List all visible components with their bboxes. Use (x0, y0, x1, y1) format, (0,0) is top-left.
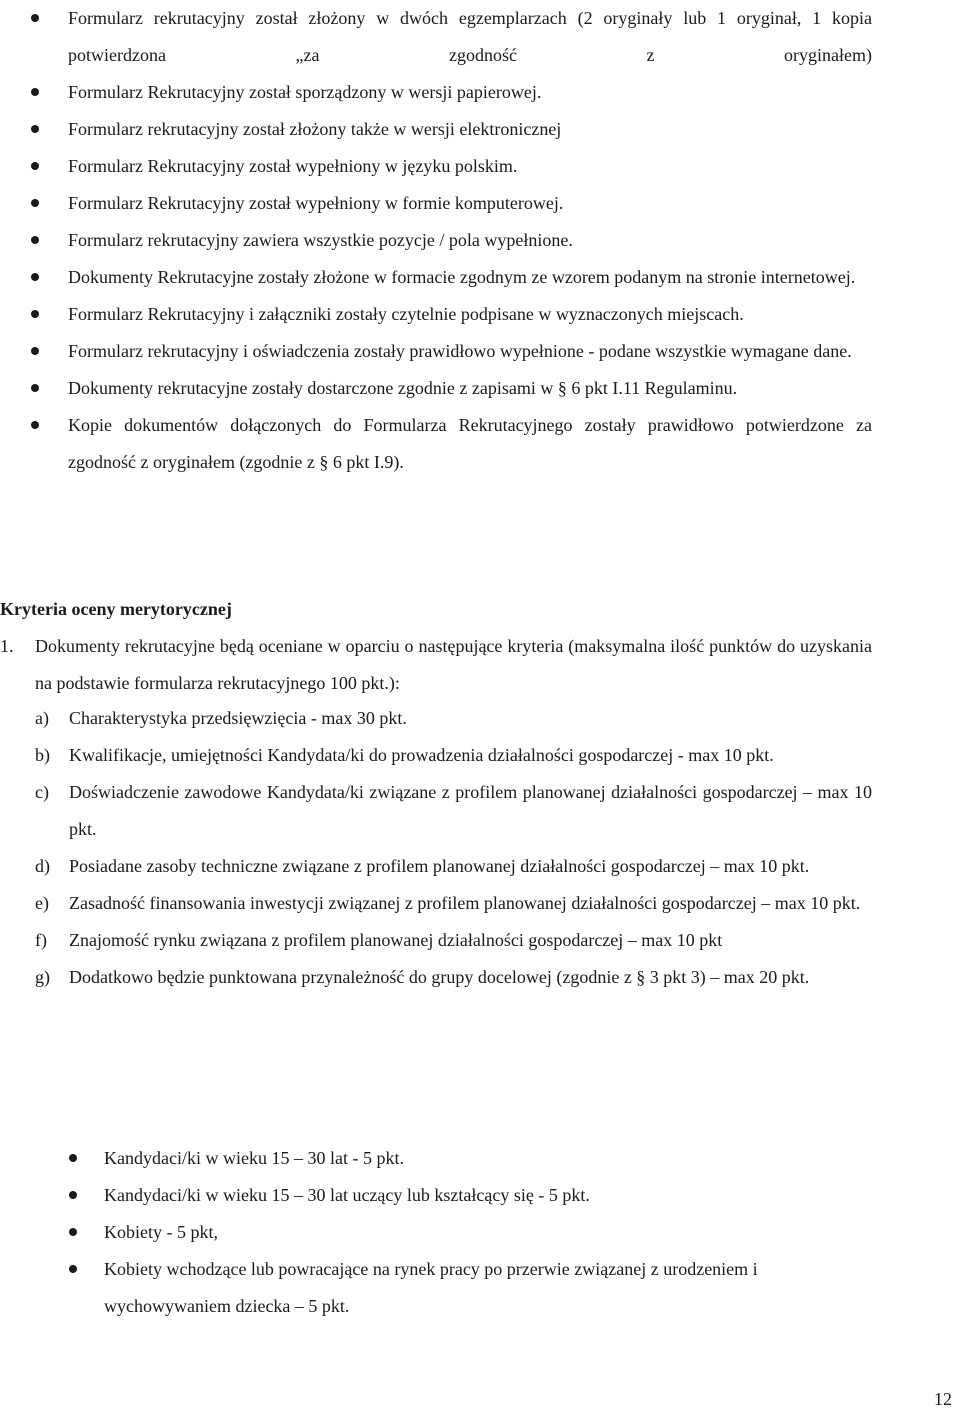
target-group-item: Kandydaci/ki w wieku 15 – 30 lat uczący lub kształcący się - 5 pkt. (0, 1177, 872, 1214)
bullet-icon (31, 199, 39, 207)
target-group-item: Kobiety wchodzące lub powracające na rynek pracy po przerwie związanej z urodzeniem i wychowywaniem dziecka – 5 pkt. (0, 1251, 872, 1325)
bullet-icon (31, 421, 39, 429)
criterion-item: c) Doświadczenie zawodowe Kandydata/ki związane z profilem planowanej działalności gospodarczej – max 10 pkt. (35, 782, 872, 839)
bullet-icon (69, 1265, 77, 1273)
checklist-item: Formularz Rekrutacyjny został wypełniony w formie komputerowej. (0, 185, 872, 222)
bullet-icon (31, 384, 39, 392)
checklist-item: Formularz Rekrutacyjny został sporządzony w wersji papierowej. (0, 74, 872, 111)
bullet-icon (31, 310, 39, 318)
criterion-item: b) Kwalifikacje, umiejętności Kandydata/ki do prowadzenia działalności gospodarczej - max 10 pkt. (35, 745, 774, 765)
criteria-list (0, 700, 872, 996)
bullet-icon (31, 88, 39, 96)
criterion-item: a) Charakterystyka przedsięwzięcia - max 30 pkt. (35, 708, 407, 728)
checklist-item: Kopie dokumentów dołączonych do Formularza Rekrutacyjnego zostały prawidłowo potwierdzone za zgodność z oryginałem (zgodnie z § 6 pkt I.9). (0, 407, 872, 481)
bullet-icon (69, 1191, 77, 1199)
bullet-icon (69, 1228, 77, 1236)
bullet-icon (31, 236, 39, 244)
checklist-item: Dokumenty rekrutacyjne zostały dostarczone zgodnie z zapisami w § 6 pkt I.11 Regulaminu. (0, 370, 872, 407)
page-number: 12 (934, 1389, 952, 1409)
criterion-item: d) Posiadane zasoby techniczne związane z profilem planowanej działalności gospodarczej – max 10 pkt. (35, 856, 810, 876)
checklist-item: Formularz rekrutacyjny został złożony także w wersji elektronicznej (0, 111, 872, 148)
criterion-item: f) Znajomość rynku związana z profilem planowanej działalności gospodarczej – max 10 pkt (35, 930, 723, 950)
bullet-icon (31, 347, 39, 355)
checklist-item: Dokumenty Rekrutacyjne zostały złożone w formacie zgodnym ze wzorem podanym na stronie internetowej. (0, 259, 872, 296)
intro-number: 1. (0, 636, 14, 656)
checklist (0, 0, 960, 481)
criterion-item: e) Zasadność finansowania inwestycji związanej z profilem planowanej działalności gospodarczej – max 10 pkt. (35, 893, 861, 913)
target-group-item: Kandydaci/ki w wieku 15 – 30 lat - 5 pkt. (0, 1140, 872, 1177)
checklist-item: Formularz rekrutacyjny został złożony w dwóch egzemplarzach (2 oryginały lub 1 oryginał, 1 kopia potwierdzona „za zgodność z oryginałem) (0, 0, 872, 74)
intro-text: Dokumenty rekrutacyjne będą oceniane w oparciu o następujące kryteria (maksymalna ilość punktów do uzyskania na podstawie formularza rekrutacyjnego 100 pkt.): (35, 636, 872, 693)
bullet-icon (31, 125, 39, 133)
checklist-item: Formularz Rekrutacyjny i załączniki zostały czytelnie podpisane w wyznaczonych miejscach. (0, 296, 872, 333)
checklist-item: Formularz Rekrutacyjny został wypełniony w języku polskim. (0, 148, 872, 185)
bullet-icon (31, 273, 39, 281)
bullet-icon (31, 14, 39, 22)
checklist-item: Formularz rekrutacyjny i oświadczenia zostały prawidłowo wypełnione - podane wszystkie wymagane dane. (0, 333, 872, 370)
section-heading: Kryteria oceny merytorycznej (0, 599, 232, 619)
criterion-item: g) Dodatkowo będzie punktowana przynależność do grupy docelowej (zgodnie z § 3 pkt 3) – max 20 pkt. (35, 967, 810, 987)
bullet-icon (31, 162, 39, 170)
criteria-intro (0, 628, 872, 702)
bullet-icon (69, 1154, 77, 1162)
checklist-item: Formularz rekrutacyjny zawiera wszystkie pozycje / pola wypełnione. (0, 222, 872, 259)
target-group-item: Kobiety - 5 pkt, (0, 1214, 872, 1251)
target-group-list (0, 1140, 872, 1325)
